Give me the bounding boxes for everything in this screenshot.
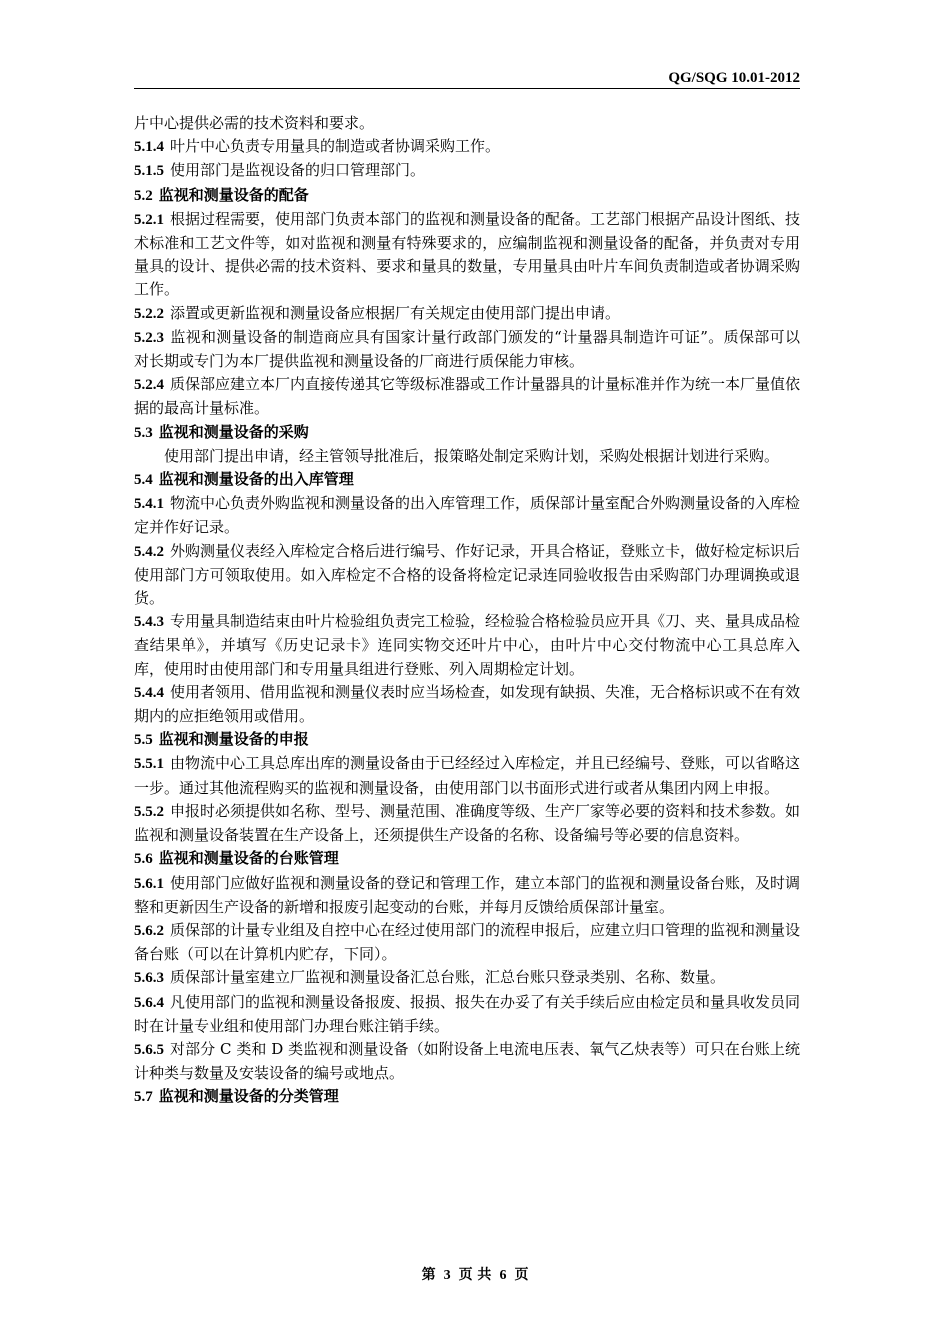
clause-text: 质保部计量室建立厂监视和测量设备汇总台账，汇总台账只登录类别、名称、数量。 [170, 968, 726, 987]
clause-text: 质保部的计量专业组及自控中心在经过使用部门的流程申报后，应建立归口管理的监视和测量设备台账（可以在计算机内贮存，下同）。 [134, 920, 801, 964]
clause-number: 5.1.4 [134, 139, 164, 156]
clause-text: 申报时必须提供如名称、型号、测量范围、准确度等级、生产厂家等必要的资料和技术参数。如监视和测量设备装置在生产设备上，还须提供生产设备的名称、设备编号等必要的信息资料。 [134, 801, 801, 845]
section-heading [134, 728, 800, 752]
numbered-clause [134, 919, 800, 966]
clause-text: 监视和测量设备的配备 [158, 185, 309, 204]
clause-number: 5.2.3 [134, 329, 164, 346]
numbered-clause [134, 208, 800, 302]
clause-number: 5.6.5 [134, 1041, 164, 1058]
clause-number: 5.3 [134, 424, 153, 441]
clause-number: 5.1.5 [134, 163, 164, 180]
clause-text: 使用部门是监视设备的归口管理部门。 [170, 161, 426, 180]
clause-number: 5.2 [134, 187, 153, 204]
numbered-clause [134, 135, 800, 159]
current-page-number: 3 [443, 1268, 451, 1283]
numbered-clause [134, 966, 800, 990]
document-body [134, 112, 800, 1110]
clause-text: 监视和测量设备的台账管理 [158, 849, 339, 868]
clause-number: 5.4 [134, 472, 153, 489]
clause-text: 专用量具制造结束由叶片检验组负责完工检验，经检验合格检验员应开具《刀、夹、量具成品检查结果单》，并填写《历史记录卡》连同实物交还叶片中心，由叶片中心交付物流中心工具总库入库，使用时由使用部门和专用量具组进行登账、列入周期检定计划。 [134, 612, 801, 678]
clause-number: 5.4.2 [134, 543, 164, 560]
section-heading [134, 421, 800, 445]
clause-text: 叶片中心负责专用量具的制造或者协调采购工作。 [170, 137, 501, 156]
numbered-clause [134, 373, 800, 420]
clause-text: 使用者领用、借用监视和测量仪表时应当场检查，如发现有缺损、失准，无合格标识或不在有效期内的应拒绝领用或借用。 [134, 682, 801, 726]
numbered-clause [134, 610, 800, 681]
section-heading [134, 1085, 800, 1109]
body-paragraph [134, 445, 800, 468]
clause-number: 5.6.1 [134, 875, 164, 892]
clause-number: 5.2.1 [134, 211, 164, 228]
clause-number: 5.4.3 [134, 614, 164, 631]
clause-number: 5.6.2 [134, 922, 164, 939]
numbered-clause [134, 159, 800, 183]
header-divider [134, 88, 800, 89]
numbered-clause [134, 326, 800, 373]
section-heading [134, 184, 800, 208]
clause-text: 使用部门提出申请，经主管领导批准后，报策略处制定采购计划，采购处根据计划进行采购。 [164, 446, 780, 465]
clause-text: 监视和测量设备的分类管理 [158, 1087, 339, 1106]
clause-number: 5.6.3 [134, 970, 164, 987]
numbered-clause [134, 540, 800, 611]
clause-number: 5.4.1 [134, 496, 164, 513]
body-paragraph [134, 112, 800, 135]
clause-text: 对部分 C 类和 D 类监视和测量设备（如附设备上电流电压表、氧气乙炔表等）可只在台账上统计种类与数量及安装设备的编号或地点。 [134, 1039, 800, 1083]
total-page-number: 6 [499, 1268, 507, 1283]
numbered-clause [134, 752, 800, 799]
numbered-clause [134, 1038, 800, 1085]
clause-number: 5.4.4 [134, 684, 164, 701]
clause-number: 5.6 [134, 851, 153, 868]
numbered-clause [134, 872, 800, 919]
footer-prefix: 第 [421, 1267, 436, 1283]
clause-number: 5.6.4 [134, 994, 164, 1011]
page-footer [0, 1264, 950, 1284]
clause-number: 5.5.2 [134, 803, 164, 820]
clause-text: 物流中心负责外购监视和测量设备的出入库管理工作，质保部计量室配合外购测量设备的入库检定并作好记录。 [134, 494, 801, 537]
numbered-clause [134, 800, 800, 847]
clause-text: 监视和测量设备的出入库管理 [158, 470, 354, 489]
section-heading [134, 847, 800, 871]
clause-text: 凡使用部门的监视和测量设备报废、报损、报失在办妥了有关手续后应由检定员和量具收发员同时在计量专业组和使用部门办理台账注销手续。 [134, 992, 801, 1035]
clause-text: 监视和测量设备的采购 [158, 422, 309, 441]
clause-text: 根据过程需要，使用部门负责本部门的监视和测量设备的配备。工艺部门根据产品设计图纸、技术标准和工艺文件等，如对监视和测量有特殊要求的，应编制监视和测量设备的配备，并负责对专用量具的设计、提供必需的技术资料、要求和量具的数量，专用量具由叶片车间负责制造或者协调采购工作。 [134, 209, 801, 299]
clause-number: 5.5 [134, 732, 153, 749]
document-code: QG/SQG 10.01-2012 [668, 70, 800, 86]
footer-suffix: 页 [514, 1267, 529, 1283]
numbered-clause [134, 681, 800, 728]
clause-number: 5.5.1 [134, 756, 164, 773]
clause-number: 5.2.4 [134, 377, 164, 394]
clause-text: 使用部门应做好监视和测量设备的登记和管理工作，建立本部门的监视和测量设备台账，及时调整和更新因生产设备的新增和报废引起变动的台账，并每月反馈给质保部计量室。 [134, 873, 801, 916]
numbered-clause [134, 991, 800, 1038]
clause-text: 监视和测量设备的制造商应具有国家计量行政部门颁发的“计量器具制造许可证”。质保部可以对长期或专门为本厂提供监视和测量设备的厂商进行质保能力审核。 [134, 327, 800, 371]
clause-text: 质保部应建立本厂内直接传递其它等级标准器或工作计量器具的计量标准并作为统一本厂量值依据的最高计量标准。 [134, 375, 801, 418]
clause-text: 由物流中心工具总库出库的测量设备由于已经经过入库检定，并且已经编号、登账，可以省略这一步。通过其他流程购买的监视和测量设备，由使用部门以书面形式进行或者从集团内网上申报。 [134, 754, 801, 797]
clause-text: 监视和测量设备的申报 [158, 730, 309, 749]
section-heading [134, 468, 800, 492]
numbered-clause [134, 492, 800, 539]
clause-number: 5.7 [134, 1089, 153, 1106]
clause-text: 外购测量仪表经入库检定合格后进行编号、作好记录，开具合格证，登账立卡，做好检定标识后使用部门方可领取使用。如入库检定不合格的设备将检定记录连同验收报告由采购部门办理调换或退货。 [134, 541, 801, 608]
footer-middle: 页 共 [458, 1267, 492, 1283]
clause-text: 片中心提供必需的技术资料和要求。 [134, 114, 375, 132]
clause-number: 5.2.2 [134, 305, 164, 322]
clause-text: 添置或更新监视和测量设备应根据厂有关规定由使用部门提出申请。 [170, 303, 621, 322]
numbered-clause [134, 302, 800, 326]
